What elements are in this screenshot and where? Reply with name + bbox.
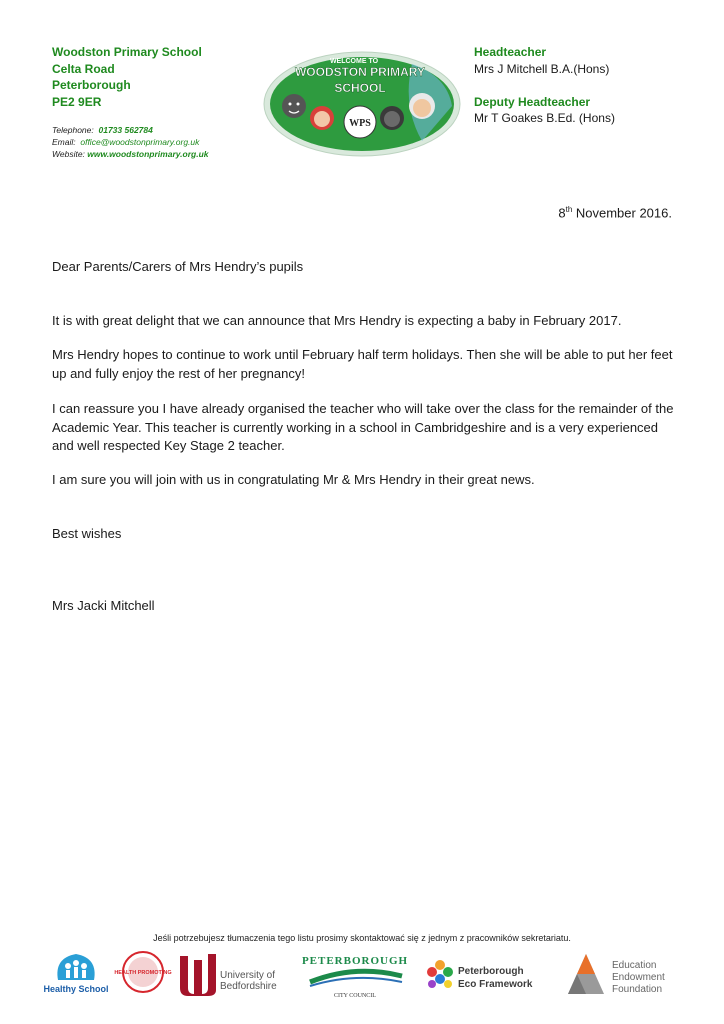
deputy-name: Mr T Goakes B.Ed. (Hons) (474, 111, 615, 125)
headteacher-role: Headteacher (474, 45, 547, 59)
svg-text:Foundation: Foundation (612, 984, 663, 995)
telephone-value: 01733 562784 (98, 125, 153, 135)
logo-text-welcome: WELCOME TO (329, 58, 379, 65)
logo-text-school: SCHOOL (334, 81, 386, 95)
email-link[interactable]: office@woodstonprimary.org.uk (80, 137, 200, 147)
peterborough-city-council-logo (300, 950, 410, 1000)
face-icon (282, 94, 306, 118)
headteacher-name: Mrs J Mitchell B.A.(Hons) (474, 61, 610, 76)
staff-block (474, 44, 615, 127)
paragraph-1: It is with great delight that we can announce that Mrs Hendry is expecting a baby in February 2017. (52, 313, 622, 328)
svg-text:HEALTH PROMOTING: HEALTH PROMOTING (114, 970, 172, 976)
svg-text:University of: University of (220, 970, 276, 981)
svg-text:Endowment: Endowment (612, 972, 665, 983)
svg-text:PETERBOROUGH: PETERBOROUGH (301, 955, 409, 967)
salutation: Dear Parents/Carers of Mrs Hendry’s pupils (52, 259, 304, 274)
paragraph-2: Mrs Hendry hopes to continue to work until February half term holidays. Then she will be able to put her feet up and fully enjoy the rest of her pregnancy! (52, 347, 673, 381)
svg-text:CITY COUNCIL: CITY COUNCIL (334, 993, 376, 999)
svg-text:Education: Education (612, 960, 657, 971)
paragraph-4: I am sure you will join with us in congratulating Mr & Mrs Hendry in their great news. (52, 472, 535, 487)
eco-framework-logo (424, 950, 542, 1000)
school-logo (262, 46, 462, 158)
school-postcode: PE2 9ER (52, 94, 102, 109)
paragraph-3: I can reassure you I have already organised the teacher who will take over the class for the remainder of the Academic Year. This teacher is currently working in a school in Cambridgeshire and is a very experienced and well respected Key Stage 2 teacher. (52, 401, 674, 453)
website-link[interactable]: www.woodstonprimary.org.uk (87, 149, 209, 159)
healthy-school-logo (44, 950, 108, 1000)
svg-text:Healthy School: Healthy School (43, 984, 109, 994)
closing: Best wishes (52, 526, 122, 541)
eef-logo (564, 950, 684, 1000)
translation-note: Jeśli potrzebujesz tłumaczenia tego listu prosimy skontaktować się z jednym z pracowników sekretariatu. (153, 933, 571, 943)
letter-date: 8th November 2016. (558, 205, 672, 221)
svg-text:Bedfordshire: Bedfordshire (220, 981, 277, 992)
school-town: Peterborough (52, 78, 131, 92)
svg-text:Peterborough: Peterborough (458, 966, 524, 977)
deputy-role: Deputy Headteacher (474, 94, 591, 109)
svg-text:WPS: WPS (349, 118, 371, 129)
school-street: Celta Road (52, 61, 115, 76)
school-contact: Telephone: 01733 562784 Email: office@woodstonprimary.org.uk Website: www.woodstonprimary.org.uk (52, 125, 209, 159)
university-of-bedfordshire-logo (178, 950, 290, 1000)
signature: Mrs Jacki Mitchell (52, 598, 155, 613)
logo-text-school-name: WOODSTON PRIMARY (294, 65, 426, 79)
school-address (52, 44, 202, 110)
school-name: Woodston Primary School (52, 45, 202, 59)
svg-text:Eco Framework: Eco Framework (458, 979, 533, 990)
health-promoting-logo (114, 950, 172, 1000)
